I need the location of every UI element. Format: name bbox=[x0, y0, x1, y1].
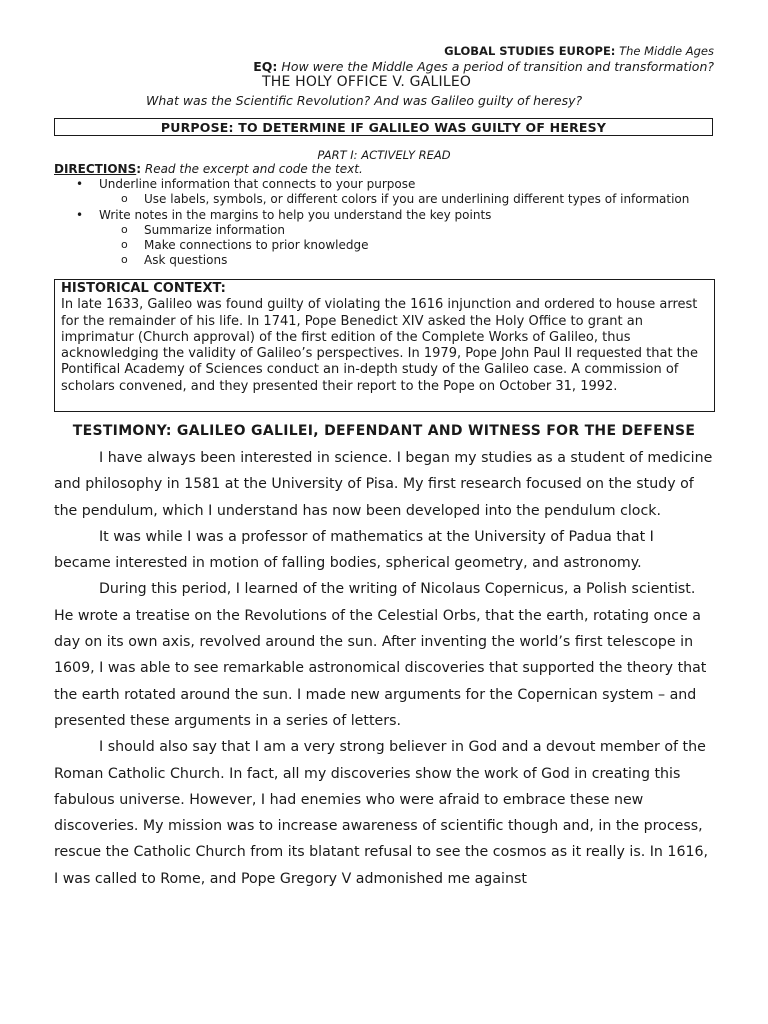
testimony-paragraph: I have always been interested in science. I began my studies as a student of medicine and philosophy in 1581 at the University of Pisa. My first research focused on the study of the pendulum, which I understand has now been developed into the pendulum clock. bbox=[54, 450, 713, 519]
historical-context-body: In late 1633, Galileo was found guilty of violating the 1616 injunction and ordered to house arrest for the remainder of his life. In 1741, Pope Benedict XIV asked the Holy Office to grant an imprimatur (Church approval) of the first edition of the Complete Works of Galileo, thus acknowledging the validity of Galileo’s perspectives. In 1979, Pope John Paul II requested that the Pontifical Academy of Sciences conduct an in-depth study of the Galileo case. A commission of scholars convened, and they presented their report to the Pope on October 31, 1992. bbox=[61, 297, 699, 394]
directions-list bbox=[54, 177, 689, 269]
testimony-paragraph: I should also say that I am a very strong believer in God and a devout member of the Roman Catholic Church. In fact, all my discoveries show the work of God in creating this fabulous universe. However, I had enemies who were afraid to embrace these new discoveries. My mission was to increase awareness of scientific though and, in the process, rescue the Catholic Church from its blatant refusal to see the cosmos as it really is. In 1616, I was called to Rome, and Pope Gregory V admonished me against bbox=[54, 739, 709, 887]
directions-subitem: o Ask questions bbox=[54, 253, 689, 268]
historical-context-title: HISTORICAL CONTEXT: bbox=[61, 281, 226, 296]
directions-subitem: o Use labels, symbols, or different colors if you are underlining different types of information bbox=[54, 192, 689, 207]
directions: DIRECTIONS: Read the excerpt and code the text. bbox=[54, 162, 363, 176]
eq-text: How were the Middle Ages a period of transition and transformation? bbox=[281, 59, 714, 74]
directions-label: DIRECTIONS bbox=[54, 162, 137, 176]
testimony-paragraph: During this period, I learned of the writing of Nicolaus Copernicus, a Polish scientist. He wrote a treatise on the Revolutions of the Celestial Orbs, that the earth, rotating once a day on its own axis, revolved around the sun. After inventing the world’s first telescope in 1609, I was able to see remarkable astronomical discoveries that supported the theory that the earth rotated around the sun. I made new arguments for the Copernican system – and presented these arguments in a series of letters. bbox=[54, 581, 707, 729]
essential-question bbox=[253, 59, 714, 74]
purpose-box: PURPOSE: TO DETERMINE IF GALILEO WAS GUILTY OF HERESY bbox=[54, 118, 713, 136]
testimony-body bbox=[54, 445, 714, 892]
directions-text: Read the excerpt and code the text. bbox=[144, 162, 363, 176]
directions-subitem: o Summarize information bbox=[54, 223, 689, 238]
testimony-title: TESTIMONY: GALILEO GALILEI, DEFENDANT AND WITNESS FOR THE DEFENSE bbox=[72, 423, 696, 439]
course-unit: The Middle Ages bbox=[619, 44, 714, 58]
course-header bbox=[444, 44, 714, 58]
directions-subitem: o Make connections to prior knowledge bbox=[54, 238, 689, 253]
part-label: PART I: ACTIVELY READ bbox=[317, 148, 451, 162]
document-title: THE HOLY OFFICE V. GALILEO bbox=[262, 74, 472, 90]
testimony-paragraph: It was while I was a professor of mathematics at the University of Padua that I became interested in motion of falling bodies, spherical geometry, and astronomy. bbox=[54, 528, 654, 572]
course-label: GLOBAL STUDIES EUROPE: bbox=[444, 44, 616, 58]
historical-context-box bbox=[54, 279, 715, 412]
directions-item: • Write notes in the margins to help you understand the key points bbox=[54, 208, 689, 223]
eq-label: EQ: bbox=[253, 59, 278, 74]
document-subtitle: What was the Scientific Revolution? And was Galileo guilty of heresy? bbox=[146, 93, 583, 108]
directions-item: • Underline information that connects to your purpose bbox=[54, 177, 689, 192]
